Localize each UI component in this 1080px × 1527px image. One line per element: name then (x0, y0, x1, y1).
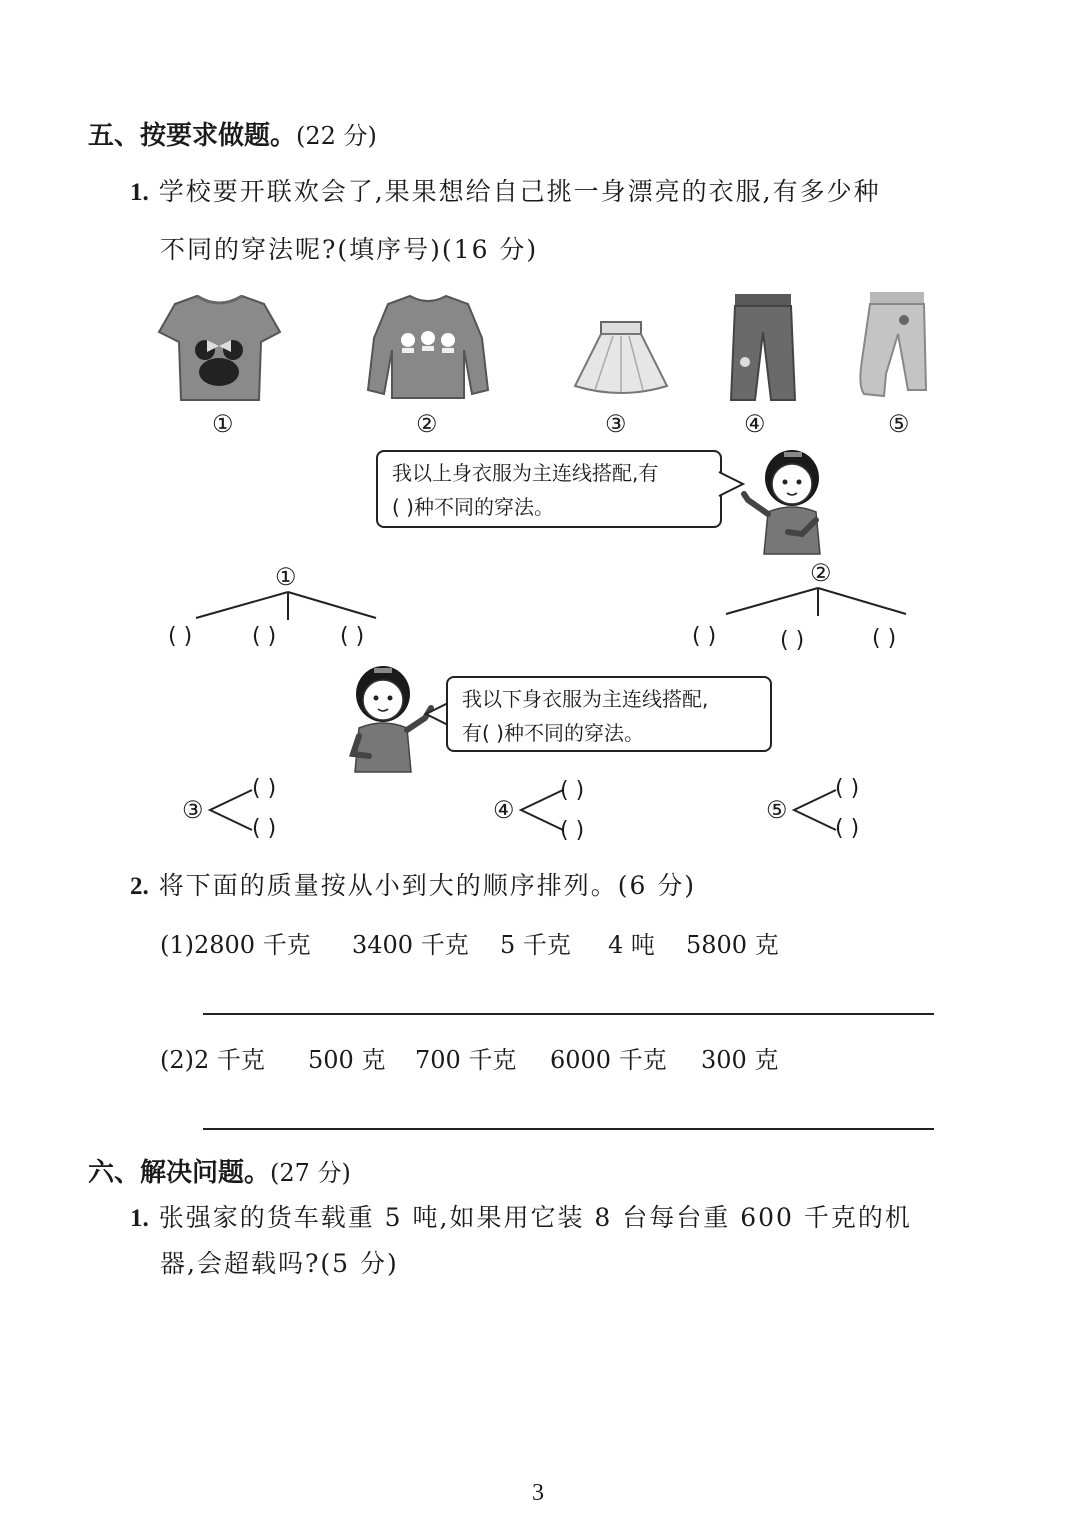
dark-pants-icon (729, 292, 797, 402)
q2-row1-item1: (1)2800 千克 (160, 931, 311, 959)
fork3-top-blank: ( ) (835, 776, 860, 801)
tree2-blank-1: ( ) (692, 624, 717, 649)
item-label-3: ③ (605, 410, 627, 438)
q1-line1 (130, 172, 881, 208)
fork3-root: ⑤ (766, 796, 788, 824)
fork1-top-blank: ( ) (252, 776, 277, 801)
q2-row2-item4: 6000 千克 (550, 1046, 667, 1074)
q2-row1-item2: 3400 千克 (352, 931, 469, 959)
q2-row1-item3: 5 千克 (500, 931, 571, 959)
q2-row2-item5: 300 克 (701, 1046, 779, 1074)
sweater-icon (366, 290, 490, 404)
item-label-1: ① (212, 410, 234, 438)
section-five-points: (22 分) (296, 122, 377, 150)
q2-row1-item5: 5800 克 (686, 931, 779, 959)
q2-text: 将下面的质量按从小到大的顺序排列。(6 分) (158, 871, 697, 900)
q2-answer-line-1[interactable] (203, 1013, 934, 1015)
tree2-branches (724, 586, 910, 618)
tree1-root: ① (275, 563, 297, 591)
girl-illustration-icon (740, 448, 830, 556)
tshirt-icon (157, 292, 282, 404)
q1-text-line2: 不同的穿法呢?(填序号)(16 分) (160, 235, 539, 264)
bubble-lower-line2: 有( )种不同的穿法。 (462, 721, 644, 745)
s6-q1-text-line2: 器,会超载吗?(5 分) (160, 1249, 399, 1278)
fork1-root: ③ (182, 796, 204, 824)
item-label-2: ② (416, 410, 438, 438)
tree2-root: ② (810, 559, 832, 587)
s6-q1-number: 1. (130, 1205, 149, 1232)
tree2-blank-3: ( ) (872, 626, 897, 651)
s6-q1-text-line1: 张强家的货车载重 5 吨,如果用它装 8 台每台重 600 千克的机 (158, 1203, 912, 1232)
bubble-upper-line2: ( )种不同的穿法。 (392, 495, 554, 519)
tree2-blank-2: ( ) (780, 628, 805, 653)
bubble-upper-line1: 我以上身衣服为主连线搭配,有 (392, 461, 659, 485)
tree1-branches (190, 590, 380, 622)
fork3-bottom-blank: ( ) (835, 816, 860, 841)
fork1-bottom-blank: ( ) (252, 816, 277, 841)
fork2-bottom-blank: ( ) (560, 818, 585, 843)
fork2-top-blank: ( ) (560, 778, 585, 803)
fork2-root: ④ (493, 796, 515, 824)
section-five-heading (88, 115, 377, 152)
fork1-lines (208, 788, 254, 832)
s6-q1-line1 (130, 1198, 912, 1234)
item-label-4: ④ (744, 410, 766, 438)
speech-bubble-lower (446, 676, 772, 752)
q2-row2-item1: (2)2 千克 (160, 1046, 265, 1074)
bubble-lower-line1: 我以下身衣服为主连线搭配, (462, 687, 709, 711)
tree1-blank-2: ( ) (252, 624, 277, 649)
q1-text-line1: 学校要开联欢会了,果果想给自己挑一身漂亮的衣服,有多少种 (158, 177, 881, 206)
q2-row2-item2: 500 克 (308, 1046, 386, 1074)
q2-answer-line-2[interactable] (203, 1128, 934, 1130)
section-five-title: 五、按要求做题。 (88, 121, 297, 151)
section-six-title: 六、解决问题。 (88, 1158, 271, 1188)
skirt-icon (573, 320, 669, 396)
page-number: 3 (532, 1480, 544, 1506)
q2-heading (130, 866, 696, 902)
fork3-lines (792, 788, 838, 832)
item-label-5: ⑤ (888, 410, 910, 438)
fork2-lines (519, 788, 565, 832)
q1-number: 1. (130, 179, 149, 206)
tree1-blank-1: ( ) (168, 624, 193, 649)
speech-bubble-upper (376, 450, 722, 528)
q2-row2-item3: 700 千克 (415, 1046, 517, 1074)
section-six-heading (88, 1152, 351, 1189)
child-illustration-icon (345, 664, 435, 774)
light-pants-icon (858, 290, 930, 402)
tree1-blank-3: ( ) (340, 624, 365, 649)
q2-number: 2. (130, 873, 149, 900)
section-six-points: (27 分) (270, 1159, 351, 1187)
q2-row1-item4: 4 吨 (608, 931, 655, 959)
